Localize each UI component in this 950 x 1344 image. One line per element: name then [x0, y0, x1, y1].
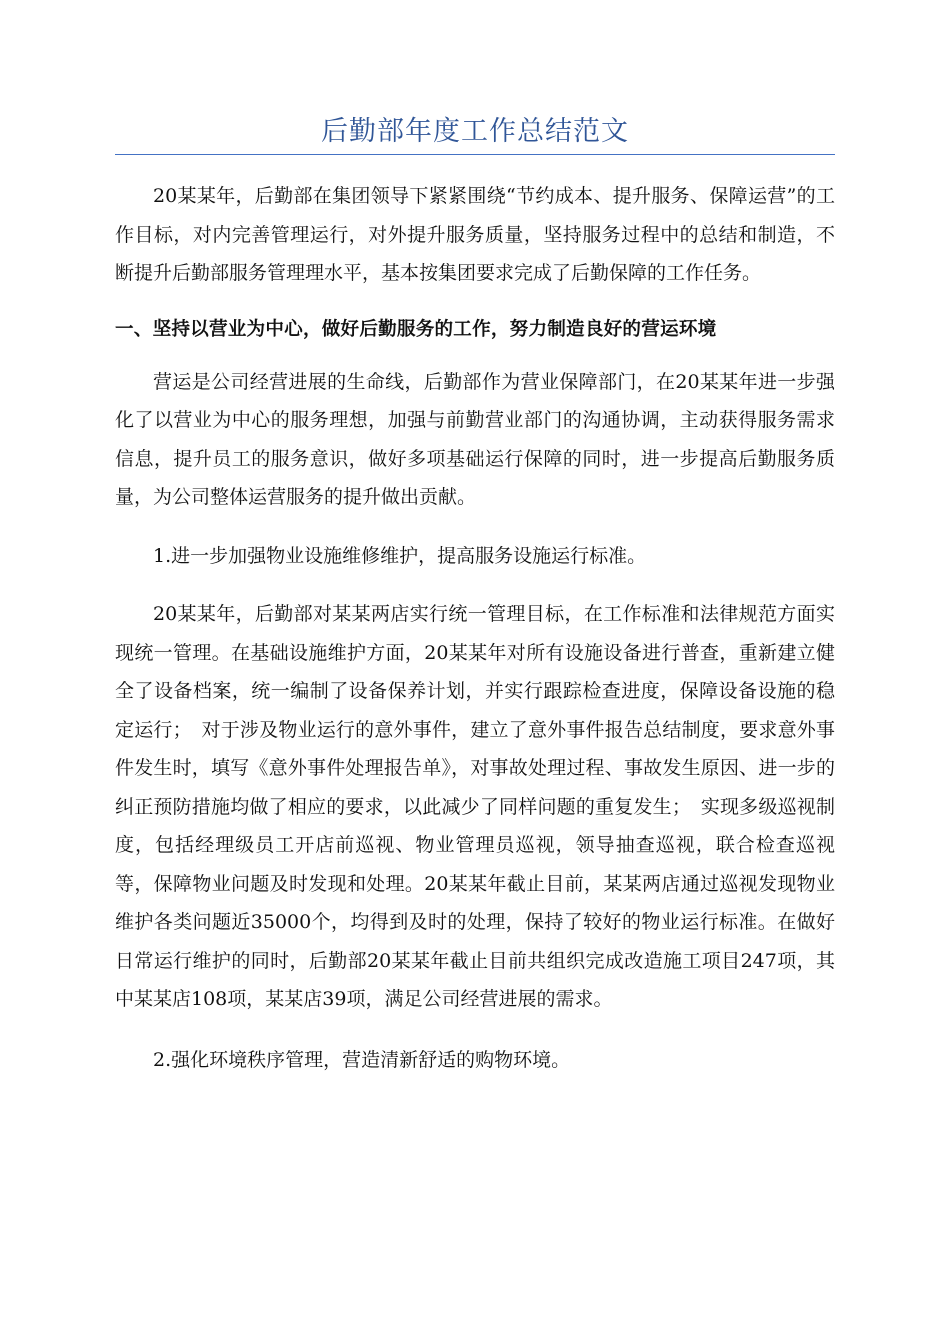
document-title: 后勤部年度工作总结范文: [321, 116, 629, 147]
item-1-title: 1.进一步加强物业设施维修维护，提高服务设施运行标准。: [153, 544, 647, 567]
intro-paragraph: 20某某年，后勤部在集团领导下紧紧围绕“节约成本、提升服务、保障运营”的工作目标，对内完善管理运行，对外提升服务质量，坚持服务过程中的总结和制造，不断提升后勤部服务管理理水平，基本按集团要求完成了后勤保障的工作任务。: [115, 185, 835, 284]
item-2-title: 2.强化环境秩序管理，营造清新舒适的购物环境。: [153, 1048, 571, 1071]
section-1-heading: 一、坚持以营业为中心，做好后勤服务的工作，努力制造良好的营运环境: [115, 318, 717, 340]
title-underline: [115, 154, 835, 155]
item-1-paragraph: 20某某年，后勤部对某某两店实行统一管理目标，在工作标准和法律规范方面实现统一管理。在基础设施维护方面，20某某年对所有设施设备进行普查，重新建立健全了设备档案，统一编制了设备保养计划，并实行跟踪检查进度，保障设备设施的稳定运行； 对于涉及物业运行的意外事件，建立了意外事件报告总结制度，要求意外事件发生时，填写《意外事件处理报告单》，对事故处理过程、事故发生原因、进一步的纠正预防措施均做了相应的要求，以此减少了同样问题的重复发生； 实现多级巡视制度，包括经理级员工开店前巡视、物业管理员巡视，领导抽查巡视，联合检查巡视等，保障物业问题及时发现和处理。20某某年截止目前，某某两店通过巡视发现物业维护各类问题近35000个，均得到及时的处理，保持了较好的物业运行标准。在做好日常运行维护的同时，后勤部20某某年截止目前共组织完成改造施工项目247项，其中某某店108项，某某店39项，满足公司经营进展的需求。: [115, 603, 835, 1010]
document-page: [115, 112, 835, 1079]
section-1-paragraph: 营运是公司经营进展的生命线，后勤部作为营业保障部门，在20某某年进一步强化了以营业为中心的服务理想，加强与前勤营业部门的沟通协调，主动获得服务需求信息，提升员工的服务意识，做好多项基础运行保障的同时，进一步提高后勤服务质量，为公司整体运营服务的提升做出贡献。: [115, 370, 835, 508]
